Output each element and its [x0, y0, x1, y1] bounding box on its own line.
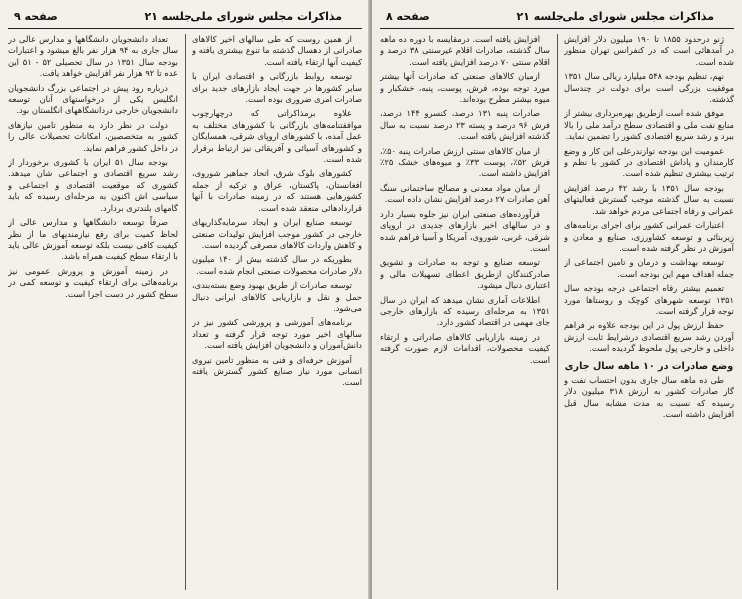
paragraph: آموزش حرفه‌ای و فنی به منظور تامین نیروی انسانی مورد نیاز صنایع کشور گسترش یافته است. [192, 354, 362, 388]
paragraph: فرآورده‌های صنعتی ایران نیز جلوه بسیار دارد و در سالهای اخیر بازارهای جدیدی در اروپای شرقی، غربی، شوروی، آمریکا و آسیا فراهم شده است. [380, 208, 550, 253]
paragraph: در زمینه بازاریابی کالاهای صادراتی و ارتقاء کیفیت محصولات، اقدامات لازم صورت گرفته است. [380, 331, 550, 365]
paragraph: اطلاعات آماری نشان میدهد که ایران در سال ۱۳۵۱ به مرحله‌ای رسیده که بازارهای خارجی جای مهمی در اقتصاد کشور دارد. [380, 294, 550, 328]
paragraph: موفق شده است ازطریق بهره‌برداری بیشتر از منابع نفت ملی و اقتصادی سطح درآمد ملی را بالا ببرد و رشد سریع اقتصادی کشور را تضمین نماید. [564, 108, 734, 142]
column-divider [185, 34, 186, 590]
header-page-number: صفحه ۸ [386, 10, 430, 23]
paragraph: توسعه بهداشت و درمان و تامین اجتماعی از جمله اهداف مهم این بودجه است. [564, 257, 734, 279]
header-page-number: صفحه ۹ [14, 10, 58, 23]
paragraph: اعتبارات عمرانی کشور برای اجرای برنامه‌های زیربنائی و توسعه کشاورزی، صنایع و معادن و آموزش در نظر گرفته شده است. [564, 220, 734, 253]
right-page [372, 0, 742, 599]
left-page-header [8, 6, 362, 29]
right-page-left-column [380, 34, 550, 590]
right-page-right-column [564, 34, 734, 590]
paragraph: علاوه برمذاکراتی که درچهارچوب موافقتنامه‌های بازرگانی با کشورهای مختلف به عمل آمده، با کشورهای اروپای شرقی، همسایگان و کشورهای آسیائی و آفریقائی نیز ارتباط برقرار شده است. [192, 108, 362, 165]
paragraph: طی ده ماهه سال جاری بدون احتساب نفت و گاز صادرات کشور به ارزش ۳۱۸ میلیون دلار رسیده که نسبت به مدت مشابه سال قبل افزایش داشته است. [564, 374, 734, 420]
paragraph: تعداد دانشجویان دانشگاهها و مدارس عالی در سال جاری به ۹۴ هزار نفر بالغ میشود و اعتبارات بودجه سال ۱۳۵۱ در سال تحصیلی ۵۲ - ۵۱ این عده تا ۹۲ هزار نفر افزایش خواهد یافت. [8, 34, 178, 79]
section-heading: وضع صادرات در ۱۰ ماهه سال جاری [564, 360, 734, 372]
header-title: مذاکرات مجلس شورای ملی [562, 10, 714, 23]
paragraph: صادرات پنبه ۱۳۱ درصد، کنسرو ۱۴۴ درصد، فرش ۹۶ درصد و پسته ۲۳ درصد نسبت به سال گذشته افزایش یافته است. [380, 108, 550, 142]
paragraph: افزایش یافته است. درمقایسه با دوره ده ماهه سال گذشته، صادرات اقلام غیرسنتی ۳۸ درصد و اقلام سنتی ۷۰ درصد افزایش یافته است. [380, 34, 550, 67]
paragraph: درباره رود پیش در اجتماعی بزرگ دانشجویان انگلیس یکی از درخواستهای آنان توسعه دانشجویان خارجی دردانشگاههای انگلستان بود. [8, 82, 178, 116]
paragraph: در زمینه آموزش و پرورش عمومی نیز برنامه‌هائی برای ارتقاء کیفیت و توسعه کمی در سطح کشور در دست اجرا است. [8, 265, 178, 299]
paragraph: از میان مواد معدنی و مصالح ساختمانی سنگ آهن صادرات ۲۷ درصد افزایش نشان داده است. [380, 182, 550, 205]
header-title: مذاکرات مجلس شورای ملی [190, 10, 342, 23]
left-page-right-column [192, 34, 362, 590]
paragraph: نهم، تنظیم بودجه ۵۴۸ میلیارد ریالی سال ۱۳۵۱ موفقیت بزرگی است برای دولت در چندسال گذشته. [564, 71, 734, 105]
paragraph: از میان کالاهای سنتی ارزش صادرات پنبه ۵۰٪، فرش ۵۲٪، پوست ۳۳٪ و میوه‌های خشک ۲۵٪ افزایش داشته است. [380, 145, 550, 179]
paragraph: بودجه سال ۱۳۵۱ با رشد ۴۲ درصد افزایش نسبت به سال گذشته موجب گسترش فعالیتهای عمرانی و رفاه اجتماعی مردم خواهد شد. [564, 182, 734, 216]
paragraph: برنامه‌های آموزشی و پرورشی کشور نیز در سالهای اخیر مورد توجه قرار گرفته و تعداد دانش‌آموزان و دانشجویان افزایش یافته است. [192, 317, 362, 351]
paragraph: دولت در نظر دارد به منظور تامین نیازهای کشور به متخصصین، امکانات تحصیلات عالی را در داخل کشور فراهم نماید. [8, 119, 178, 153]
paragraph: بطوریکه در سال گذشته بیش از ۱۴۰ میلیون دلار صادرات محصولات صنعتی انجام شده است. [192, 254, 362, 276]
paragraph: توسعه روابط بازرگانی و اقتصادی ایران با سایر کشورها در جهت ایجاد بازارهای جدید برای صادرات امری ضروری بوده است. [192, 71, 362, 105]
header-session: جلسه ۲۱ [516, 10, 564, 23]
paragraph: ژنو درحدود ۱۸۵۵ تا ۱۹۰ میلیون دلار افزایش در آمدهائی است که در کنفرانس تهران منظور شده است. [564, 34, 734, 67]
left-page-left-column [8, 34, 178, 590]
paragraph: تعمیم بیشتر رفاه اجتماعی درجه بودجه سال ۱۳۵۱ توسعه شهرهای کوچک و روستاها مورد توجه قرار گرفته است. [564, 283, 734, 316]
paragraph: از همین روست که طی سالهای اخیر کالاهای صادراتی از دهسال گذشته ما تنوع بیشتری یافته و کیفیت آنها ارتقاء یافته است. [192, 34, 362, 67]
right-page-header [380, 6, 734, 29]
column-divider [557, 34, 558, 590]
paragraph: حفظ ارزش پول در این بودجه علاوه بر فراهم آوردن رشد سریع اقتصادی درشرایط ثابت ارزش داخلی و خارجی پول ملحوظ گردیده است. [564, 320, 734, 354]
paragraph: صرفاً توسعه دانشگاهها و مدارس عالی از لحاظ کمیت برای رفع نیازمندیهای ما از نظر کیفیت کافی نیست بلکه توسعه آموزش عالی باید با ارتقاء سطح کیفیت همراه باشد. [8, 217, 178, 262]
paragraph: توسعه صنایع ایران و ایجاد سرمایه‌گذاریهای خارجی در کشور موجب افزایش تولیدات صنعتی و کاهش واردات کالاهای مصرفی گردیده است. [192, 217, 362, 250]
left-page [0, 0, 370, 599]
paragraph: توسعه صادرات از طریق بهبود وضع بسته‌بندی، حمل و نقل و بازاریابی کالاهای ایرانی دنبال می‌شود. [192, 280, 362, 313]
paragraph: توسعه صنایع و توجه به صادرات و تشویق صادرکنندگان ازطریق اعطای تسهیلات مالی و اعتباری دنبال میشود. [380, 257, 550, 291]
paragraph: کشورهای بلوک شرق، اتحاد جماهیر شوروی، افغانستان، پاکستان، عراق و ترکیه از جمله کشورهایی هستند که در زمینه صادرات با آنها قراردادهائی منعقد شده است. [192, 168, 362, 213]
paragraph: بودجه سال ۵۱ ایران با کشوری برخوردار از رشد سریع اقتصادی و اجتماعی شان میدهد. کشوری که موقعیت اقتصادی و اجتماعی و سیاسی اش اکنون به مرحله‌ای رسیده که باید گامهای بلندتری بردارد. [8, 157, 178, 213]
paragraph: عمومیت این بودجه توازندرعلی این کار و وضع کارمندان و پاداش اقتصادی در کشور با نظم و ترتیب بیشتری تنظیم شده است. [564, 145, 734, 179]
paragraph: ازمیان کالاهای صنعتی که صادرات آنها بیشتر مورد توجه بوده، فرش، پوست، پنبه، خشکبار و میوه بیشتر مطرح بوده‌اند. [380, 71, 550, 105]
header-session: جلسه ۲۱ [144, 10, 192, 23]
